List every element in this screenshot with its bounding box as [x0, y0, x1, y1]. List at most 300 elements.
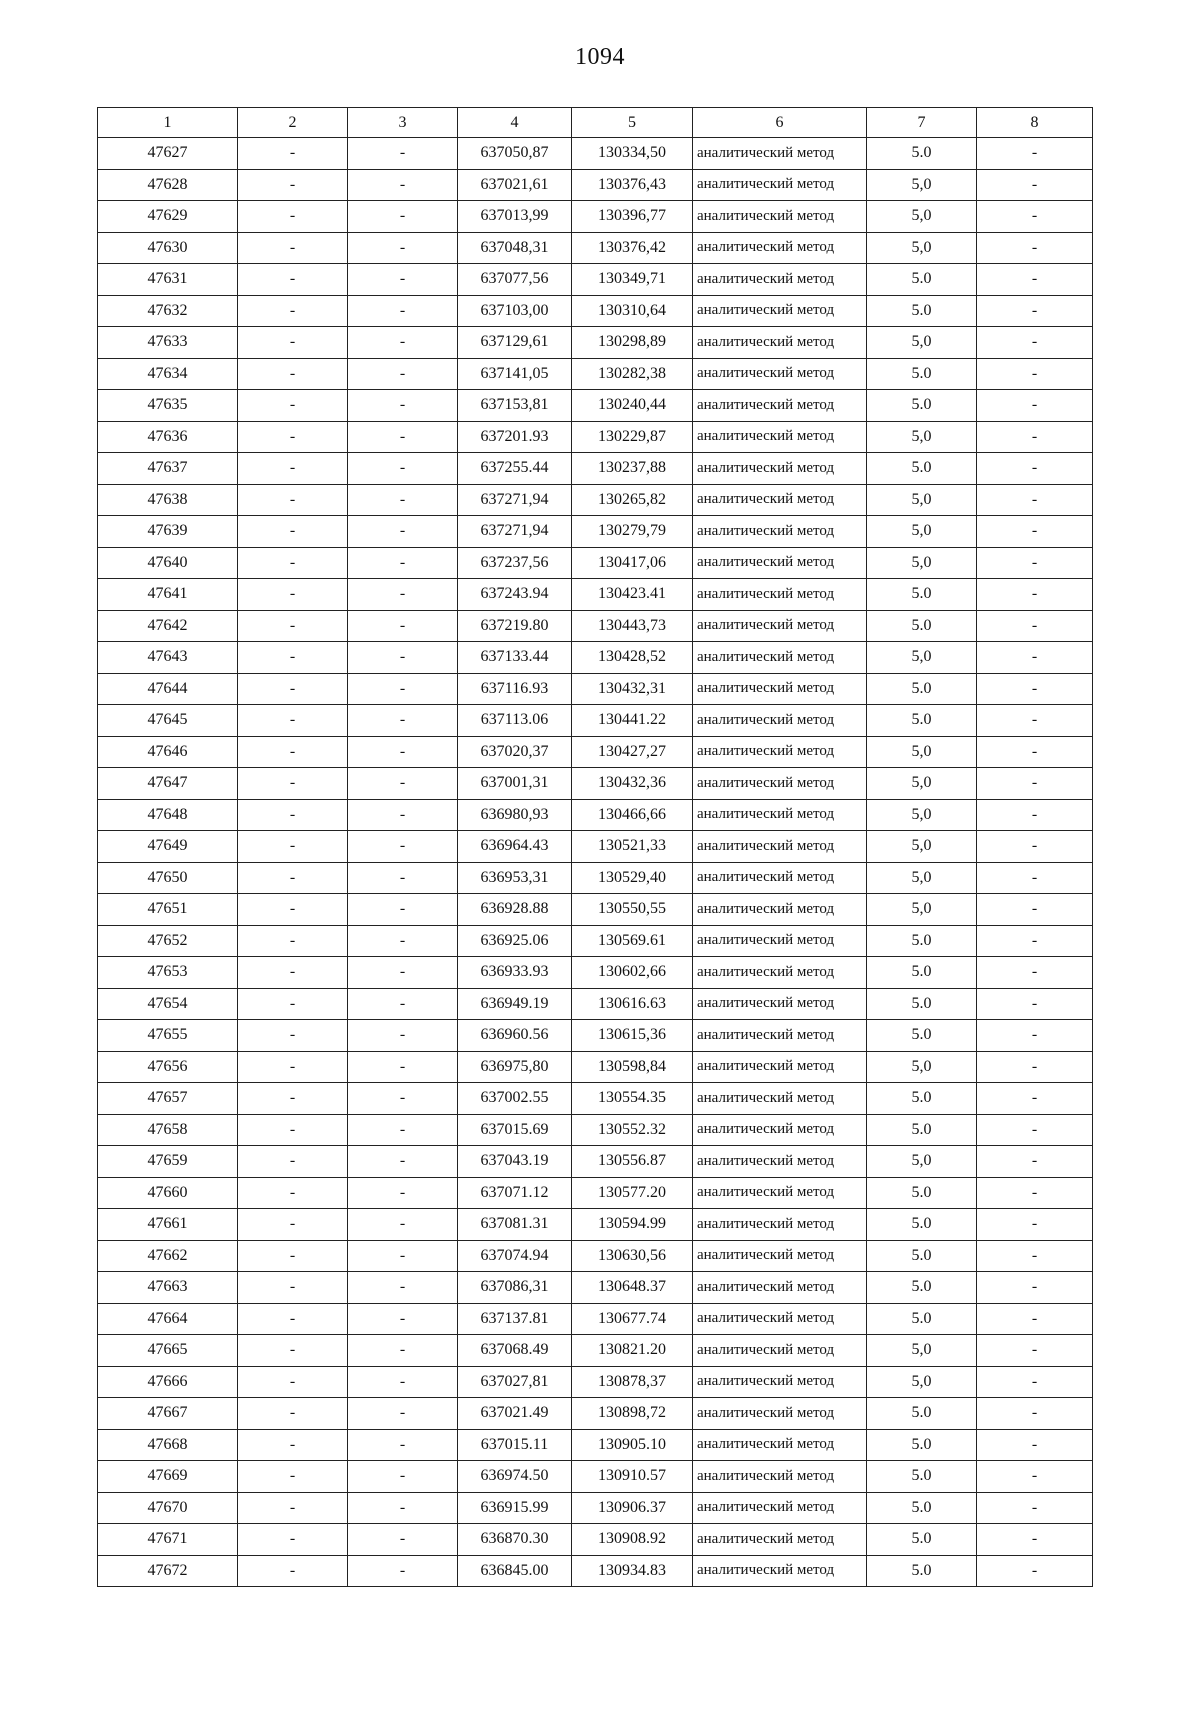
cell-col-3: - — [348, 1555, 458, 1587]
cell-col-2: - — [238, 1492, 348, 1524]
cell-col-8: - — [977, 453, 1093, 485]
cell-col-3: - — [348, 358, 458, 390]
cell-coord-x: 636925.06 — [458, 925, 572, 957]
cell-col-2: - — [238, 1524, 348, 1556]
coordinates-table-container — [97, 107, 1092, 1587]
cell-coord-y: 130298,89 — [572, 327, 693, 359]
cell-accuracy: 5.0 — [867, 579, 977, 611]
cell-method: аналитический метод — [693, 862, 867, 894]
cell-col-3: - — [348, 1366, 458, 1398]
table-row — [98, 1209, 1093, 1241]
table-row — [98, 327, 1093, 359]
table-row — [98, 768, 1093, 800]
cell-col-3: - — [348, 232, 458, 264]
column-header-6: 6 — [693, 108, 867, 138]
cell-col-8: - — [977, 1083, 1093, 1115]
cell-col-8: - — [977, 736, 1093, 768]
cell-point-number: 47662 — [98, 1240, 238, 1272]
cell-coord-x: 637050,87 — [458, 138, 572, 170]
cell-method: аналитический метод — [693, 925, 867, 957]
cell-col-8: - — [977, 201, 1093, 233]
cell-col-8: - — [977, 232, 1093, 264]
cell-col-3: - — [348, 862, 458, 894]
cell-col-3: - — [348, 925, 458, 957]
cell-col-2: - — [238, 1429, 348, 1461]
cell-col-3: - — [348, 1083, 458, 1115]
table-row — [98, 295, 1093, 327]
cell-col-8: - — [977, 1020, 1093, 1052]
cell-method: аналитический метод — [693, 1303, 867, 1335]
cell-coord-y: 130577.20 — [572, 1177, 693, 1209]
table-row — [98, 547, 1093, 579]
table-row — [98, 484, 1093, 516]
cell-col-2: - — [238, 862, 348, 894]
cell-coord-y: 130908.92 — [572, 1524, 693, 1556]
cell-method: аналитический метод — [693, 705, 867, 737]
cell-accuracy: 5,0 — [867, 862, 977, 894]
cell-col-2: - — [238, 610, 348, 642]
cell-point-number: 47661 — [98, 1209, 238, 1241]
cell-accuracy: 5.0 — [867, 358, 977, 390]
cell-col-8: - — [977, 358, 1093, 390]
cell-col-8: - — [977, 421, 1093, 453]
cell-coord-y: 130529,40 — [572, 862, 693, 894]
cell-accuracy: 5,0 — [867, 232, 977, 264]
cell-coord-x: 637133.44 — [458, 642, 572, 674]
cell-coord-y: 130229,87 — [572, 421, 693, 453]
column-header-3: 3 — [348, 108, 458, 138]
cell-col-2: - — [238, 484, 348, 516]
cell-coord-x: 637071.12 — [458, 1177, 572, 1209]
cell-point-number: 47637 — [98, 453, 238, 485]
cell-method: аналитический метод — [693, 1272, 867, 1304]
cell-point-number: 47657 — [98, 1083, 238, 1115]
table-row — [98, 736, 1093, 768]
cell-col-3: - — [348, 390, 458, 422]
cell-col-8: - — [977, 1461, 1093, 1493]
cell-col-8: - — [977, 673, 1093, 705]
cell-col-2: - — [238, 957, 348, 989]
cell-col-2: - — [238, 453, 348, 485]
cell-coord-x: 637116.93 — [458, 673, 572, 705]
cell-accuracy: 5.0 — [867, 1209, 977, 1241]
cell-coord-x: 636915.99 — [458, 1492, 572, 1524]
cell-point-number: 47656 — [98, 1051, 238, 1083]
cell-accuracy: 5.0 — [867, 988, 977, 1020]
cell-col-8: - — [977, 1366, 1093, 1398]
cell-coord-y: 130237,88 — [572, 453, 693, 485]
cell-accuracy: 5,0 — [867, 201, 977, 233]
cell-point-number: 47653 — [98, 957, 238, 989]
cell-point-number: 47636 — [98, 421, 238, 453]
cell-coord-y: 130432,36 — [572, 768, 693, 800]
cell-coord-x: 637255.44 — [458, 453, 572, 485]
cell-accuracy: 5.0 — [867, 295, 977, 327]
cell-coord-x: 636953,31 — [458, 862, 572, 894]
cell-accuracy: 5.0 — [867, 1555, 977, 1587]
cell-col-3: - — [348, 642, 458, 674]
cell-accuracy: 5,0 — [867, 1146, 977, 1178]
cell-col-2: - — [238, 894, 348, 926]
cell-col-2: - — [238, 138, 348, 170]
cell-coord-y: 130265,82 — [572, 484, 693, 516]
cell-coord-y: 130282,38 — [572, 358, 693, 390]
column-header-4: 4 — [458, 108, 572, 138]
cell-coord-x: 637021,61 — [458, 169, 572, 201]
cell-point-number: 47627 — [98, 138, 238, 170]
cell-col-3: - — [348, 894, 458, 926]
cell-coord-x: 637081.31 — [458, 1209, 572, 1241]
cell-accuracy: 5.0 — [867, 1303, 977, 1335]
cell-coord-y: 130443,73 — [572, 610, 693, 642]
cell-coord-x: 637043.19 — [458, 1146, 572, 1178]
cell-method: аналитический метод — [693, 453, 867, 485]
cell-coord-y: 130552.32 — [572, 1114, 693, 1146]
cell-col-8: - — [977, 264, 1093, 296]
cell-accuracy: 5,0 — [867, 894, 977, 926]
table-row — [98, 1524, 1093, 1556]
table-row — [98, 232, 1093, 264]
cell-accuracy: 5,0 — [867, 1366, 977, 1398]
table-row — [98, 1461, 1093, 1493]
cell-method: аналитический метод — [693, 264, 867, 296]
cell-col-3: - — [348, 705, 458, 737]
cell-col-8: - — [977, 1492, 1093, 1524]
cell-col-3: - — [348, 201, 458, 233]
cell-col-8: - — [977, 1524, 1093, 1556]
cell-coord-y: 130569.61 — [572, 925, 693, 957]
cell-accuracy: 5.0 — [867, 1114, 977, 1146]
cell-col-2: - — [238, 579, 348, 611]
cell-col-3: - — [348, 1177, 458, 1209]
table-row — [98, 894, 1093, 926]
cell-coord-y: 130594.99 — [572, 1209, 693, 1241]
cell-col-2: - — [238, 169, 348, 201]
cell-point-number: 47669 — [98, 1461, 238, 1493]
table-row — [98, 264, 1093, 296]
cell-accuracy: 5.0 — [867, 264, 977, 296]
cell-coord-x: 636870.30 — [458, 1524, 572, 1556]
cell-coord-y: 130677.74 — [572, 1303, 693, 1335]
table-row — [98, 1051, 1093, 1083]
table-row — [98, 1083, 1093, 1115]
cell-col-3: - — [348, 453, 458, 485]
cell-point-number: 47650 — [98, 862, 238, 894]
cell-coord-x: 637141,05 — [458, 358, 572, 390]
cell-col-8: - — [977, 579, 1093, 611]
table-row — [98, 1366, 1093, 1398]
cell-method: аналитический метод — [693, 799, 867, 831]
table-header — [98, 108, 1093, 138]
cell-col-2: - — [238, 768, 348, 800]
cell-accuracy: 5,0 — [867, 768, 977, 800]
cell-col-8: - — [977, 1177, 1093, 1209]
cell-col-2: - — [238, 421, 348, 453]
cell-method: аналитический метод — [693, 642, 867, 674]
table-row — [98, 1492, 1093, 1524]
cell-accuracy: 5.0 — [867, 453, 977, 485]
cell-coord-y: 130240,44 — [572, 390, 693, 422]
cell-col-8: - — [977, 642, 1093, 674]
cell-col-3: - — [348, 673, 458, 705]
cell-col-2: - — [238, 358, 348, 390]
table-row — [98, 1146, 1093, 1178]
cell-col-3: - — [348, 1429, 458, 1461]
cell-point-number: 47658 — [98, 1114, 238, 1146]
cell-coord-x: 637243.94 — [458, 579, 572, 611]
cell-accuracy: 5.0 — [867, 957, 977, 989]
table-row — [98, 1429, 1093, 1461]
cell-col-3: - — [348, 610, 458, 642]
cell-method: аналитический метод — [693, 610, 867, 642]
cell-col-8: - — [977, 610, 1093, 642]
cell-col-8: - — [977, 768, 1093, 800]
cell-accuracy: 5.0 — [867, 705, 977, 737]
cell-accuracy: 5,0 — [867, 547, 977, 579]
table-row — [98, 831, 1093, 863]
cell-coord-x: 637237,56 — [458, 547, 572, 579]
table-row — [98, 516, 1093, 548]
cell-col-8: - — [977, 831, 1093, 863]
table-row — [98, 799, 1093, 831]
cell-coord-y: 130428,52 — [572, 642, 693, 674]
cell-coord-x: 636974.50 — [458, 1461, 572, 1493]
cell-col-2: - — [238, 1461, 348, 1493]
cell-point-number: 47655 — [98, 1020, 238, 1052]
cell-coord-y: 130279,79 — [572, 516, 693, 548]
cell-method: аналитический метод — [693, 1240, 867, 1272]
cell-method: аналитический метод — [693, 1555, 867, 1587]
cell-coord-y: 130556.87 — [572, 1146, 693, 1178]
table-row — [98, 925, 1093, 957]
cell-col-2: - — [238, 1240, 348, 1272]
table-row — [98, 705, 1093, 737]
cell-coord-x: 637271,94 — [458, 516, 572, 548]
cell-accuracy: 5,0 — [867, 1335, 977, 1367]
cell-col-8: - — [977, 547, 1093, 579]
cell-method: аналитический метод — [693, 579, 867, 611]
cell-accuracy: 5,0 — [867, 484, 977, 516]
cell-accuracy: 5,0 — [867, 1051, 977, 1083]
cell-coord-y: 130821.20 — [572, 1335, 693, 1367]
table-row — [98, 358, 1093, 390]
cell-point-number: 47638 — [98, 484, 238, 516]
cell-col-2: - — [238, 295, 348, 327]
cell-method: аналитический метод — [693, 1335, 867, 1367]
cell-col-2: - — [238, 1020, 348, 1052]
cell-coord-y: 130554.35 — [572, 1083, 693, 1115]
cell-accuracy: 5.0 — [867, 1177, 977, 1209]
cell-accuracy: 5,0 — [867, 327, 977, 359]
cell-col-2: - — [238, 1083, 348, 1115]
table-row — [98, 1114, 1093, 1146]
cell-coord-x: 637015.69 — [458, 1114, 572, 1146]
cell-col-3: - — [348, 1020, 458, 1052]
table-row — [98, 579, 1093, 611]
cell-point-number: 47648 — [98, 799, 238, 831]
cell-accuracy: 5,0 — [867, 169, 977, 201]
cell-coord-y: 130615,36 — [572, 1020, 693, 1052]
table-row — [98, 862, 1093, 894]
table-row — [98, 642, 1093, 674]
cell-method: аналитический метод — [693, 1461, 867, 1493]
cell-coord-x: 637271,94 — [458, 484, 572, 516]
cell-point-number: 47654 — [98, 988, 238, 1020]
header-row — [98, 108, 1093, 138]
cell-method: аналитический метод — [693, 1429, 867, 1461]
cell-accuracy: 5.0 — [867, 1020, 977, 1052]
cell-col-2: - — [238, 390, 348, 422]
cell-col-8: - — [977, 705, 1093, 737]
cell-coord-x: 636949.19 — [458, 988, 572, 1020]
cell-method: аналитический метод — [693, 484, 867, 516]
cell-point-number: 47667 — [98, 1398, 238, 1430]
cell-method: аналитический метод — [693, 1177, 867, 1209]
cell-accuracy: 5.0 — [867, 673, 977, 705]
cell-coord-x: 636980,93 — [458, 799, 572, 831]
cell-point-number: 47647 — [98, 768, 238, 800]
cell-coord-x: 636928.88 — [458, 894, 572, 926]
cell-accuracy: 5,0 — [867, 642, 977, 674]
table-row — [98, 1020, 1093, 1052]
cell-accuracy: 5,0 — [867, 421, 977, 453]
cell-point-number: 47665 — [98, 1335, 238, 1367]
cell-coord-x: 637153,81 — [458, 390, 572, 422]
cell-coord-y: 130898,72 — [572, 1398, 693, 1430]
cell-col-3: - — [348, 831, 458, 863]
cell-method: аналитический метод — [693, 1146, 867, 1178]
cell-coord-y: 130878,37 — [572, 1366, 693, 1398]
cell-col-8: - — [977, 169, 1093, 201]
cell-col-2: - — [238, 1114, 348, 1146]
cell-coord-x: 637021.49 — [458, 1398, 572, 1430]
cell-coord-x: 637103,00 — [458, 295, 572, 327]
cell-point-number: 47640 — [98, 547, 238, 579]
cell-col-2: - — [238, 547, 348, 579]
cell-col-8: - — [977, 1209, 1093, 1241]
cell-point-number: 47672 — [98, 1555, 238, 1587]
cell-coord-x: 637113.06 — [458, 705, 572, 737]
cell-col-2: - — [238, 1555, 348, 1587]
cell-col-3: - — [348, 169, 458, 201]
cell-method: аналитический метод — [693, 295, 867, 327]
cell-col-8: - — [977, 1555, 1093, 1587]
cell-accuracy: 5,0 — [867, 831, 977, 863]
cell-point-number: 47635 — [98, 390, 238, 422]
cell-coord-y: 130396,77 — [572, 201, 693, 233]
cell-point-number: 47645 — [98, 705, 238, 737]
table-row — [98, 1555, 1093, 1587]
cell-col-3: - — [348, 799, 458, 831]
cell-col-2: - — [238, 705, 348, 737]
table-row — [98, 169, 1093, 201]
cell-coord-y: 130466,66 — [572, 799, 693, 831]
cell-method: аналитический метод — [693, 547, 867, 579]
table-row — [98, 1398, 1093, 1430]
cell-col-8: - — [977, 327, 1093, 359]
cell-col-2: - — [238, 1146, 348, 1178]
cell-coord-x: 636975,80 — [458, 1051, 572, 1083]
cell-accuracy: 5.0 — [867, 1240, 977, 1272]
cell-coord-x: 636964.43 — [458, 831, 572, 863]
cell-accuracy: 5.0 — [867, 1461, 977, 1493]
cell-col-8: - — [977, 925, 1093, 957]
cell-point-number: 47630 — [98, 232, 238, 264]
cell-coord-x: 637002.55 — [458, 1083, 572, 1115]
cell-method: аналитический метод — [693, 516, 867, 548]
cell-col-2: - — [238, 1177, 348, 1209]
cell-col-8: - — [977, 988, 1093, 1020]
cell-col-3: - — [348, 264, 458, 296]
cell-coord-y: 130616.63 — [572, 988, 693, 1020]
table-row — [98, 421, 1093, 453]
cell-method: аналитический метод — [693, 673, 867, 705]
cell-accuracy: 5.0 — [867, 1429, 977, 1461]
cell-coord-y: 130630,56 — [572, 1240, 693, 1272]
cell-col-2: - — [238, 1303, 348, 1335]
cell-coord-x: 636960.56 — [458, 1020, 572, 1052]
cell-point-number: 47632 — [98, 295, 238, 327]
cell-point-number: 47668 — [98, 1429, 238, 1461]
cell-col-8: - — [977, 295, 1093, 327]
cell-point-number: 47629 — [98, 201, 238, 233]
cell-point-number: 47641 — [98, 579, 238, 611]
cell-accuracy: 5.0 — [867, 138, 977, 170]
cell-col-8: - — [977, 862, 1093, 894]
table-row — [98, 453, 1093, 485]
cell-coord-x: 637129,61 — [458, 327, 572, 359]
cell-coord-x: 637001,31 — [458, 768, 572, 800]
cell-method: аналитический метод — [693, 894, 867, 926]
cell-accuracy: 5.0 — [867, 1524, 977, 1556]
cell-coord-x: 637137.81 — [458, 1303, 572, 1335]
cell-col-2: - — [238, 831, 348, 863]
cell-coord-y: 130310,64 — [572, 295, 693, 327]
cell-point-number: 47652 — [98, 925, 238, 957]
cell-col-2: - — [238, 1335, 348, 1367]
cell-coord-x: 637219.80 — [458, 610, 572, 642]
cell-col-3: - — [348, 1146, 458, 1178]
cell-method: аналитический метод — [693, 736, 867, 768]
cell-point-number: 47664 — [98, 1303, 238, 1335]
cell-point-number: 47666 — [98, 1366, 238, 1398]
cell-coord-x: 637201.93 — [458, 421, 572, 453]
cell-coord-x: 637015.11 — [458, 1429, 572, 1461]
cell-point-number: 47628 — [98, 169, 238, 201]
cell-col-2: - — [238, 642, 348, 674]
table-row — [98, 1272, 1093, 1304]
cell-coord-y: 130934.83 — [572, 1555, 693, 1587]
cell-coord-y: 130334,50 — [572, 138, 693, 170]
table-row — [98, 390, 1093, 422]
cell-col-2: - — [238, 1398, 348, 1430]
cell-col-2: - — [238, 264, 348, 296]
cell-col-8: - — [977, 1398, 1093, 1430]
cell-accuracy: 5.0 — [867, 1398, 977, 1430]
cell-coord-y: 130417,06 — [572, 547, 693, 579]
cell-col-8: - — [977, 1146, 1093, 1178]
cell-col-2: - — [238, 1209, 348, 1241]
cell-col-3: - — [348, 957, 458, 989]
table-row — [98, 673, 1093, 705]
table-row — [98, 957, 1093, 989]
cell-accuracy: 5,0 — [867, 736, 977, 768]
cell-method: аналитический метод — [693, 1398, 867, 1430]
cell-col-2: - — [238, 201, 348, 233]
cell-method: аналитический метод — [693, 1051, 867, 1083]
table-row — [98, 1303, 1093, 1335]
cell-coord-y: 130906.37 — [572, 1492, 693, 1524]
